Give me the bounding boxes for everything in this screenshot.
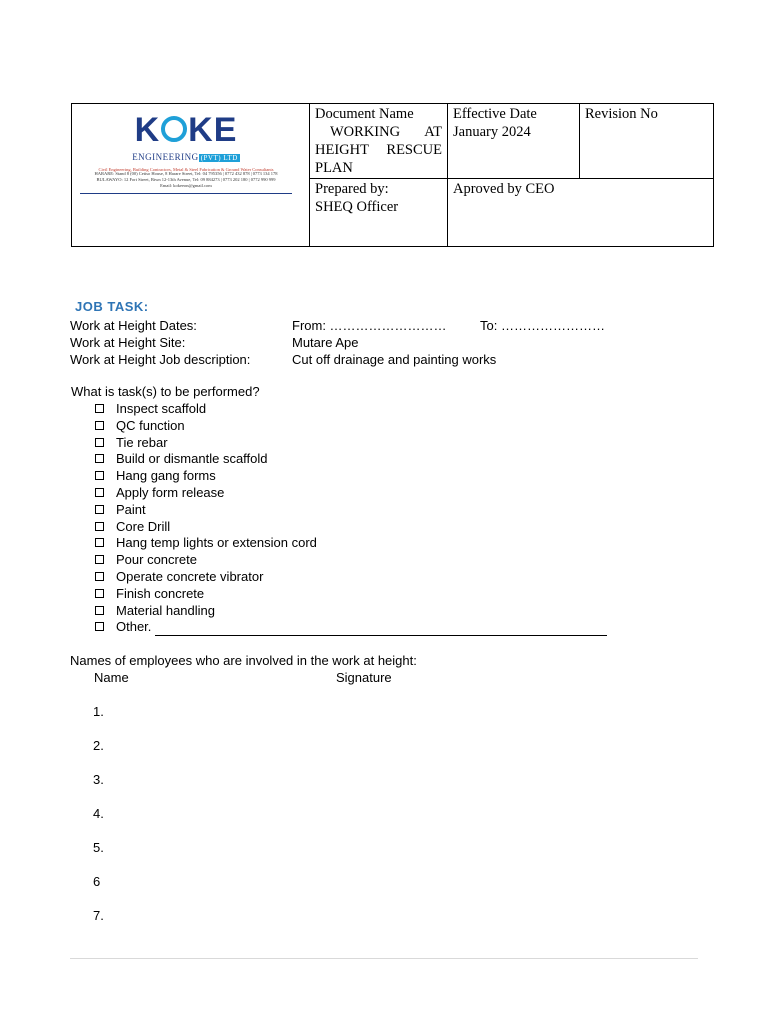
prepared-by-label: Prepared by: — [315, 181, 389, 197]
task-item: Hang temp lights or extension cord — [95, 535, 607, 552]
document-name-label: Document Name — [315, 106, 414, 122]
footer-divider — [70, 958, 698, 959]
checkbox[interactable] — [95, 538, 104, 547]
prepared-by-value: SHEQ Officer — [315, 199, 399, 215]
checkbox[interactable] — [95, 404, 104, 413]
approved-by-label: Aproved by CEO — [453, 181, 555, 197]
task-item-other: Other. — [95, 619, 607, 636]
checkbox[interactable] — [95, 572, 104, 581]
task-checklist — [95, 401, 607, 636]
site-label: Work at Height Site: — [70, 335, 186, 350]
checkbox[interactable] — [95, 555, 104, 564]
employees-title: Names of employees who are involved in the work at height: — [70, 653, 417, 668]
checkbox[interactable] — [95, 438, 104, 447]
task-item: QC function — [95, 418, 607, 435]
tasks-question: What is task(s) to be performed? — [71, 384, 260, 399]
company-logo — [72, 105, 300, 246]
site-row — [70, 334, 359, 351]
dates-from: From: ……………………… — [292, 318, 447, 333]
checkbox[interactable] — [95, 421, 104, 430]
task-item: Operate concrete vibrator — [95, 569, 607, 586]
task-item: Tie rebar — [95, 435, 607, 452]
description-label: Work at Height Job description: — [70, 352, 251, 367]
effective-date-cell — [448, 104, 580, 179]
document-header-table — [71, 103, 714, 247]
document-name-line2: HEIGHT RESCUE — [315, 142, 442, 158]
document-name-line3: PLAN — [315, 160, 353, 176]
checkbox[interactable] — [95, 505, 104, 514]
other-blank-line[interactable] — [155, 623, 607, 636]
effective-date-label: Effective Date — [453, 106, 537, 122]
employee-number: 2. — [93, 738, 104, 753]
logo-divider — [80, 193, 292, 194]
description-row — [70, 351, 497, 368]
employee-number: 3. — [93, 772, 104, 787]
task-item: Inspect scaffold — [95, 401, 607, 418]
name-column-header: Name — [94, 670, 129, 685]
logo-subtitle: ENGINEERING (PVT) LTD — [132, 151, 238, 162]
dates-label: Work at Height Dates: — [70, 318, 197, 333]
checkbox[interactable] — [95, 589, 104, 598]
checkbox[interactable] — [95, 471, 104, 480]
revision-label: Revision No — [585, 106, 658, 122]
task-item: Hang gang forms — [95, 468, 607, 485]
task-item: Pour concrete — [95, 552, 607, 569]
employee-number: 4. — [93, 806, 104, 821]
signature-column-header: Signature — [336, 670, 392, 685]
job-task-title: JOB TASK: — [75, 299, 149, 314]
logo-o-icon — [161, 116, 187, 142]
approved-by-cell — [448, 179, 714, 247]
document-name-line1: WORKING AT — [330, 124, 442, 140]
employee-number: 7. — [93, 908, 104, 923]
description-value: Cut off drainage and painting works — [292, 352, 497, 367]
effective-date-value: January 2024 — [453, 124, 531, 140]
task-item: Finish concrete — [95, 586, 607, 603]
logo-address: HARARE: Stand 8 (00) Cetiso House, 8 Harare Street, Tel: 04 795356 | 0772 432 878 | 0773 134 178 BULAWAYO: 12 Fort Street, Btwn 12-13th Avenue, Tel: 09 884273 | 0773 202 180 | 0772 990 999 Email: kokeeon@gmail.com — [94, 170, 278, 188]
dates-to: To: …………………… — [480, 318, 605, 333]
checkbox[interactable] — [95, 454, 104, 463]
dates-row — [70, 317, 605, 334]
checkbox[interactable] — [95, 488, 104, 497]
employee-number: 6 — [93, 874, 101, 889]
site-value: Mutare Ape — [292, 335, 359, 350]
checkbox[interactable] — [95, 522, 104, 531]
checkbox[interactable] — [95, 606, 104, 615]
checkbox[interactable] — [95, 622, 104, 631]
task-item: Apply form release — [95, 485, 607, 502]
document-name-cell — [310, 104, 448, 179]
company-logo-cell — [72, 104, 310, 247]
logo-services: Civil Engineering, Building Contractors, Metal & Steel Fabrication & Ground Water Consultants — [98, 166, 274, 172]
prepared-by-cell — [310, 179, 448, 247]
task-item: Build or dismantle scaffold — [95, 451, 607, 468]
task-item: Material handling — [95, 603, 607, 620]
task-item: Paint — [95, 502, 607, 519]
task-item: Core Drill — [95, 519, 607, 536]
employee-number: 5. — [93, 840, 104, 855]
logo-brand: K KE — [134, 110, 238, 149]
revision-cell — [580, 104, 714, 179]
employee-number: 1. — [93, 704, 104, 719]
